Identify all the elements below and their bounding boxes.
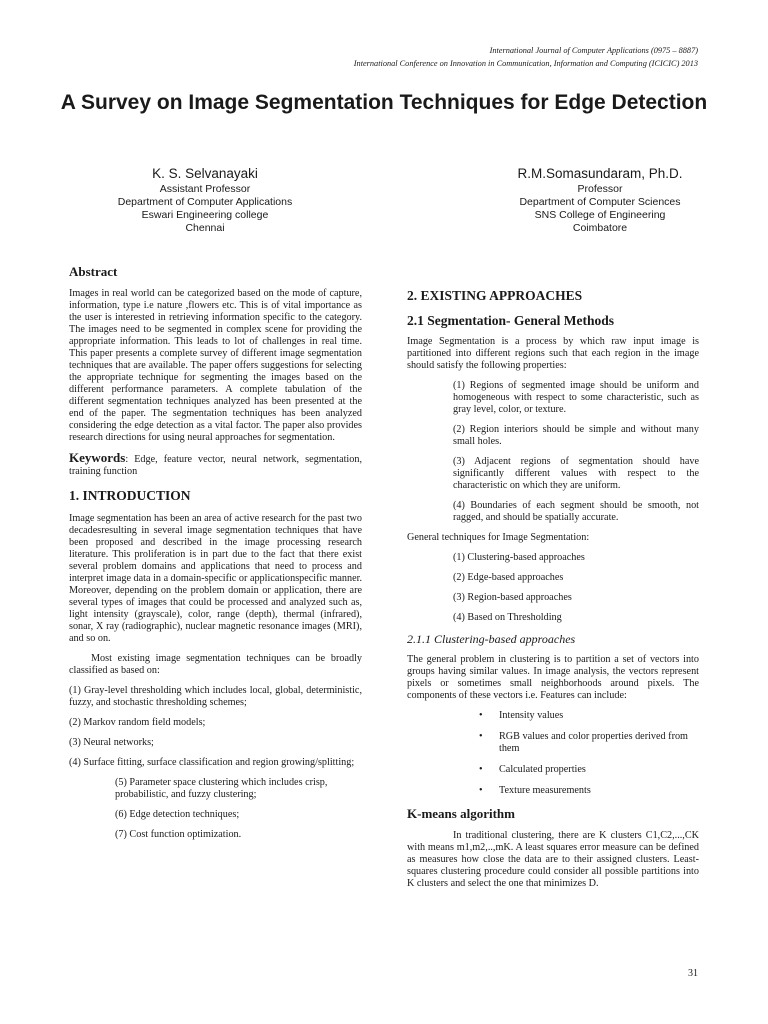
keywords: [69, 452, 362, 478]
property-item: (1) Regions of segmented image should be uniform and homogeneous with respect to some characteristic, such as gray level, color, or texture.: [453, 380, 699, 415]
list-item: (1) Gray-level thresholding which includes local, global, deterministic, fuzzy, and stochastic thresholding schemes;: [69, 685, 362, 708]
kmeans-heading: K-means algorithm: [407, 806, 515, 821]
technique-item: (4) Based on Thresholding: [453, 612, 562, 623]
page-number: 31: [688, 968, 698, 979]
bullet-item: [407, 785, 699, 797]
author-block-1: [70, 165, 340, 235]
author-block-2: [450, 165, 750, 235]
list-item: (3) Neural networks;: [69, 737, 154, 748]
journal-name: International Journal of Computer Applications (0975 – 8887): [489, 46, 698, 55]
intro-heading: 1. INTRODUCTION: [69, 488, 191, 503]
intro-paragraph-2: Most existing image segmentation techniques can be broadly classified as based on:: [69, 653, 362, 676]
clustering-text: The general problem in clustering is to partition a set of vectors into groups having similar values. In image analysis, the vectors represent pixels or sometimes small neighborhoods around pixels. The components of these vectors i.e. Features can include:: [407, 654, 699, 701]
kmeans-text: In traditional clustering, there are K clusters C1,C2,...,CK with means m1,m2,..,mK. A least squares error measure can be defined as measures how close the data are to their assigned clusters. Least-squares clustering procedure could consider all possible partitions into K clusters and select the one that minimizes D.: [407, 830, 699, 889]
list-item: (6) Edge detection techniques;: [115, 809, 240, 820]
general-techniques-label: General techniques for Image Segmentation:: [407, 532, 590, 543]
author-name: R.M.Somasundaram, Ph.D.: [517, 166, 683, 181]
author-role: Professor: [577, 183, 623, 195]
author-dept: Department of Computer Sciences: [519, 196, 681, 208]
bullet-icon: •: [479, 764, 483, 775]
bullet-text: RGB values and color properties derived from them: [499, 731, 688, 754]
bullet-item: [407, 764, 699, 776]
technique-item: (2) Edge-based approaches: [453, 572, 564, 583]
list-item: (4) Surface fitting, surface classification and region growing/splitting;: [69, 757, 355, 768]
list-item: (7) Cost function optimization.: [115, 829, 242, 840]
subsection-heading: 2.1 Segmentation- General Methods: [407, 313, 614, 328]
intro-paragraph-1: Image segmentation has been an area of active research for the past two decadesresulting in several image segmentation techniques that have been proposed and described in the image processing research literature. This proliferation is in part due to the fact that there exist several problem domains and applications that need to process and interpret image data in a domain-specific or applicationspecific manner. Moreover, depending on the problem domain or application, there are several types of images that could be processed and analyzed such as, light intensity (grayscale), color, range (depth), thermal (infrared), sonar, X ray (radiographic), nuclear magnetic resonance images (MRI), and so on.: [69, 513, 362, 644]
author-city: Chennai: [185, 222, 225, 234]
author-name: K. S. Selvanayaki: [152, 166, 258, 181]
left-column: [69, 264, 362, 849]
section-heading: 2. EXISTING APPROACHES: [407, 288, 583, 303]
property-item: (2) Region interiors should be simple and without many small holes.: [453, 424, 699, 447]
list-item: (2) Markov random field models;: [69, 717, 206, 728]
bullet-item: [407, 710, 699, 722]
clustering-heading: 2.1.1 Clustering-based approaches: [407, 632, 576, 646]
abstract-heading: Abstract: [69, 264, 118, 279]
property-item: (4) Boundaries of each segment should be smooth, not ragged, and should be spatially accurate.: [453, 500, 699, 523]
paper-title: A Survey on Image Segmentation Techniques for Edge Detection: [60, 91, 708, 114]
conference-name: International Conference on Innovation in Communication, Information and Computing (ICICIC) 2013: [353, 59, 698, 68]
author-org: SNS College of Engineering: [534, 209, 666, 221]
bullet-text: Texture measurements: [499, 785, 591, 796]
segmentation-intro: Image Segmentation is a process by which raw input image is partitioned into different regions such that each region in the image should satisfy the following properties:: [407, 336, 699, 371]
keywords-label: Keywords: [69, 450, 126, 465]
right-column: [407, 288, 699, 898]
bullet-icon: •: [479, 731, 483, 742]
bullet-icon: •: [479, 785, 483, 796]
bullet-item: [407, 731, 699, 755]
author-dept: Department of Computer Applications: [117, 196, 293, 208]
author-org: Eswari Engineering college: [141, 209, 269, 221]
bullet-text: Intensity values: [499, 710, 564, 721]
bullet-text: Calculated properties: [499, 764, 586, 775]
keywords-text: : Edge, feature vector, neural network, segmentation, training function: [69, 454, 362, 477]
author-role: Assistant Professor: [159, 183, 251, 195]
journal-header: [38, 44, 698, 70]
author-city: Coimbatore: [572, 222, 628, 234]
list-item: (5) Parameter space clustering which includes crisp, probabilistic, and fuzzy clustering;: [115, 777, 328, 800]
abstract-text: Images in real world can be categorized based on the mode of capture, information, type i.e nature ,flowers etc. This is of vital importance as the user is interested in retrieving information specific to the category. The images need to be segmented in complex scene for providing the appropriate information. This leads to lot of challenges in real time. This paper presents a complete survey of different image segmentation techniques that are available. The paper offers suggestions for selecting the appropriate technique for segmenting the images based on the different performance parameters. A complete tabulation of the different segmentation techniques analyzed has been presented at the end of the paper. The segmentation techniques has been analyzed considering the edge detection as a vital factor. The paper also provides research directions for using neural approaches for segmentation.: [69, 288, 362, 443]
property-item: (3) Adjacent regions of segmentation should have significantly different values with respect to the characteristic on which they are uniform.: [453, 456, 699, 491]
technique-item: (1) Clustering-based approaches: [453, 552, 585, 563]
technique-item: (3) Region-based approaches: [453, 592, 572, 603]
bullet-icon: •: [479, 710, 483, 721]
